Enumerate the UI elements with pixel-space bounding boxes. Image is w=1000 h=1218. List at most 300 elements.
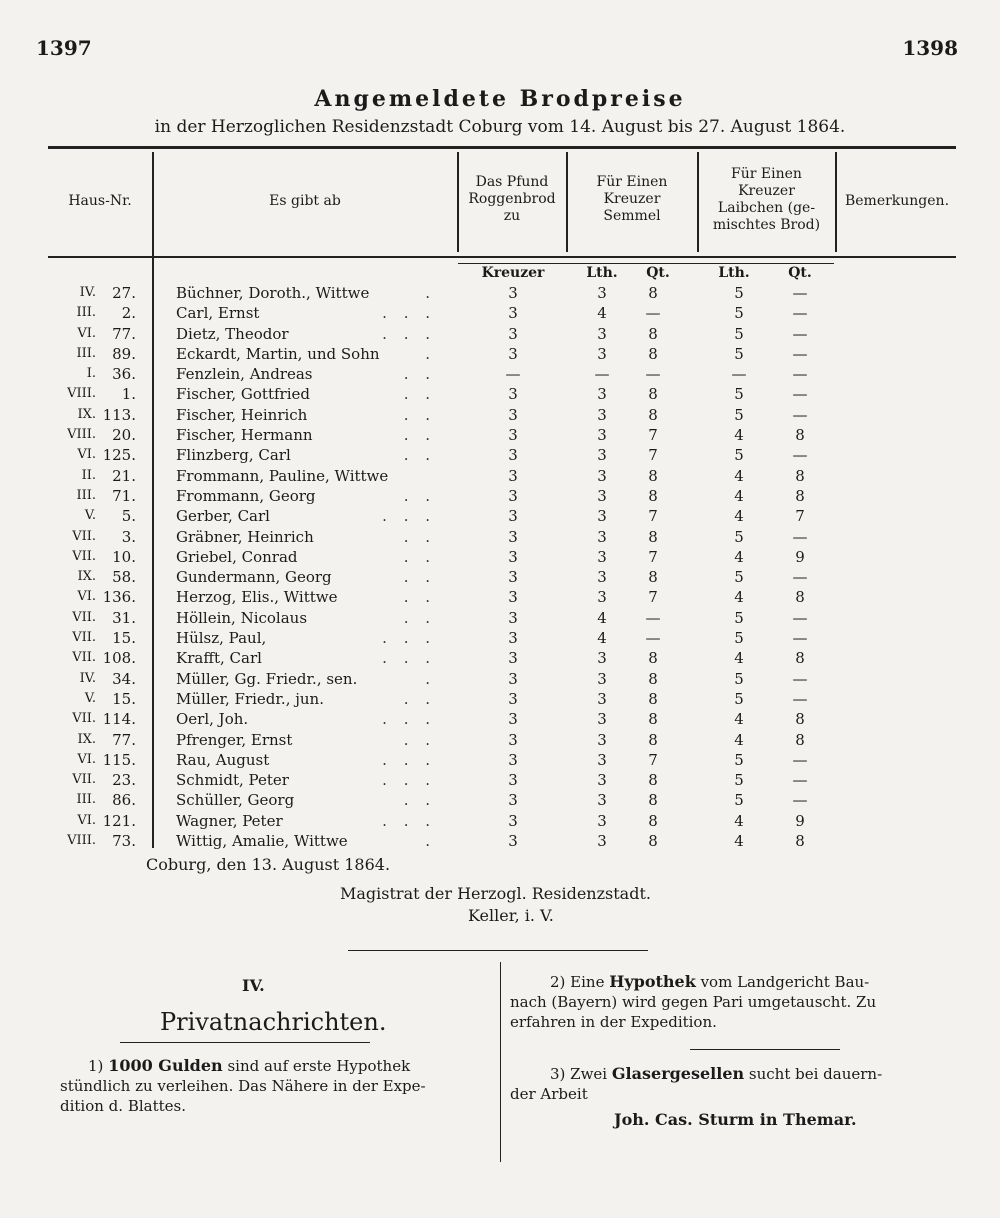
cell-s1: 3 bbox=[597, 507, 607, 526]
cell-s1: 4 bbox=[597, 304, 607, 323]
table-row bbox=[0, 303, 1000, 323]
price-table-body bbox=[0, 283, 1000, 851]
cell-name: Fenzlein, Andreas bbox=[176, 365, 313, 384]
cell-l1: 5 bbox=[734, 568, 744, 587]
cell-dots: . . bbox=[403, 426, 436, 445]
cell-l2: 9 bbox=[795, 811, 805, 830]
cell-rog: 3 bbox=[508, 547, 518, 566]
cell-nr: 73. bbox=[112, 832, 136, 851]
cell-district: II. bbox=[81, 467, 96, 483]
table-row bbox=[0, 527, 1000, 547]
cell-s2: 7 bbox=[648, 507, 658, 526]
cell-l1: 5 bbox=[734, 344, 744, 363]
cell-dots: . bbox=[425, 344, 436, 363]
cell-s1: 3 bbox=[597, 568, 607, 587]
cell-rog: 3 bbox=[508, 710, 518, 729]
cell-l2: — bbox=[792, 791, 808, 810]
cell-s2: 8 bbox=[648, 811, 658, 830]
cell-s1: 3 bbox=[597, 771, 607, 790]
cell-l1: 4 bbox=[734, 547, 744, 566]
cell-nr: 77. bbox=[112, 730, 136, 749]
cell-rog: 3 bbox=[508, 568, 518, 587]
cell-nr: 3. bbox=[121, 527, 136, 546]
cell-name: Fischer, Hermann bbox=[176, 426, 313, 445]
cell-s1: — bbox=[594, 365, 610, 384]
cell-s2: 8 bbox=[648, 527, 658, 546]
ad-divider bbox=[120, 1042, 370, 1043]
cell-l2: — bbox=[792, 324, 808, 343]
cell-rog: 3 bbox=[508, 527, 518, 546]
table-row bbox=[0, 324, 1000, 344]
cell-rog: 3 bbox=[508, 426, 518, 445]
cell-rog: 3 bbox=[508, 405, 518, 424]
cell-rog: 3 bbox=[508, 832, 518, 851]
cell-name: Frommann, Georg bbox=[176, 486, 316, 505]
section-number: IV. bbox=[242, 976, 265, 995]
cell-l2: 8 bbox=[795, 710, 805, 729]
cell-nr: 21. bbox=[112, 466, 136, 485]
cell-name: Griebel, Conrad bbox=[176, 547, 298, 566]
cell-district: IV. bbox=[79, 670, 96, 686]
cell-nr: 58. bbox=[112, 568, 136, 587]
table-row bbox=[0, 628, 1000, 648]
cell-dots: . . . bbox=[382, 304, 436, 323]
cell-s2: 8 bbox=[648, 689, 658, 708]
cell-name: Fischer, Gottfried bbox=[176, 385, 310, 404]
table-row bbox=[0, 790, 1000, 810]
cell-l1: 5 bbox=[734, 385, 744, 404]
cell-l1: 5 bbox=[734, 405, 744, 424]
cell-s1: 3 bbox=[597, 730, 607, 749]
cell-s1: 3 bbox=[597, 547, 607, 566]
table-row bbox=[0, 750, 1000, 770]
cell-district: III. bbox=[76, 305, 96, 321]
table-row bbox=[0, 486, 1000, 506]
ad-3: 3) Zwei Glasergesellen sucht bei dauern- der Arbeit Joh. Cas. Sturm in Themar. bbox=[510, 1064, 950, 1130]
cell-nr: 115. bbox=[102, 750, 136, 769]
table-row bbox=[0, 811, 1000, 831]
cell-nr: 71. bbox=[112, 486, 136, 505]
cell-s2: — bbox=[645, 365, 661, 384]
cell-rog: 3 bbox=[508, 385, 518, 404]
cell-name: Oerl, Joh. bbox=[176, 710, 249, 729]
cell-s2: 7 bbox=[648, 588, 658, 607]
header-bemerkungen: Bemerkungen. bbox=[844, 193, 950, 209]
cell-l2: — bbox=[792, 750, 808, 769]
table-row bbox=[0, 567, 1000, 587]
section-divider bbox=[348, 950, 648, 951]
cell-dots: . . bbox=[403, 486, 436, 505]
cell-s1: 3 bbox=[597, 832, 607, 851]
cell-rog: 3 bbox=[508, 669, 518, 688]
cell-district: IX. bbox=[77, 406, 96, 422]
cell-l2: — bbox=[792, 689, 808, 708]
cell-rog: 3 bbox=[508, 649, 518, 668]
cell-l1: 5 bbox=[734, 669, 744, 688]
ad-2: 2) Eine Hypothek vom Landgericht Bau- nach (Bayern) wird gegen Pari umgetauscht. Zu erfahren in der Expedition. bbox=[510, 972, 877, 1031]
cell-l2: — bbox=[792, 669, 808, 688]
cell-name: Krafft, Carl bbox=[176, 649, 262, 668]
cell-nr: 27. bbox=[112, 284, 136, 302]
place-date: Coburg, den 13. August 1864. bbox=[146, 855, 391, 874]
cell-l2: — bbox=[792, 527, 808, 546]
cell-district: III. bbox=[76, 792, 96, 808]
cell-dots: . . bbox=[403, 791, 436, 810]
cell-dots: . . . bbox=[382, 771, 436, 790]
table-row bbox=[0, 344, 1000, 364]
cell-l2: — bbox=[792, 365, 808, 384]
cell-name: Eckardt, Martin, und Sohn bbox=[176, 344, 380, 363]
cell-nr: 10. bbox=[112, 547, 136, 566]
cell-name: Gräbner, Heinrich bbox=[176, 527, 314, 546]
cell-rog: 3 bbox=[508, 324, 518, 343]
cell-l1: 4 bbox=[734, 649, 744, 668]
cell-dots: . . bbox=[403, 730, 436, 749]
cell-dots: . bbox=[425, 669, 436, 688]
cell-s1: 4 bbox=[597, 608, 607, 627]
cell-s1: 3 bbox=[597, 405, 607, 424]
cell-dots: . . . bbox=[382, 811, 436, 830]
cell-s1: 3 bbox=[597, 811, 607, 830]
table-top-rule bbox=[48, 146, 956, 149]
cell-dots: . bbox=[425, 832, 436, 851]
cell-rog: 3 bbox=[508, 304, 518, 323]
cell-name: Höllein, Nicolaus bbox=[176, 608, 308, 627]
table-row bbox=[0, 730, 1000, 750]
cell-nr: 15. bbox=[112, 629, 136, 648]
cell-rog: 3 bbox=[508, 344, 518, 363]
ad-3-signer: Joh. Cas. Sturm in Themar. bbox=[614, 1110, 857, 1129]
cell-l2: 8 bbox=[795, 730, 805, 749]
cell-l1: 5 bbox=[734, 304, 744, 323]
cell-district: VIII. bbox=[67, 833, 96, 849]
cell-s2: 8 bbox=[648, 344, 658, 363]
cell-name: Wagner, Peter bbox=[176, 811, 283, 830]
cell-district: IX. bbox=[77, 569, 96, 585]
cell-s1: 3 bbox=[597, 649, 607, 668]
cell-dots: . . bbox=[403, 547, 436, 566]
cell-district: VII. bbox=[72, 772, 96, 788]
cell-dots: . . bbox=[403, 568, 436, 587]
table-row bbox=[0, 283, 1000, 303]
cell-s2: 8 bbox=[648, 405, 658, 424]
cell-rog: 3 bbox=[508, 608, 518, 627]
cell-rog: 3 bbox=[508, 466, 518, 485]
cell-l2: 8 bbox=[795, 649, 805, 668]
cell-rog: 3 bbox=[508, 446, 518, 465]
page-title: Angemeldete Brodpreise bbox=[314, 86, 686, 112]
cell-s1: 3 bbox=[597, 284, 607, 302]
cell-district: VII. bbox=[72, 609, 96, 625]
table-row bbox=[0, 364, 1000, 384]
page-number-left: 1397 bbox=[36, 36, 92, 60]
cell-nr: 5. bbox=[121, 507, 136, 526]
cell-nr: 1. bbox=[121, 385, 136, 404]
cell-name: Fischer, Heinrich bbox=[176, 405, 308, 424]
cell-s2: 7 bbox=[648, 750, 658, 769]
cell-dots: . . . bbox=[382, 649, 436, 668]
cell-l2: — bbox=[792, 771, 808, 790]
cell-s1: 3 bbox=[597, 669, 607, 688]
cell-s2: 8 bbox=[648, 669, 658, 688]
cell-nr: 15. bbox=[112, 689, 136, 708]
signer-name: Keller, i. V. bbox=[468, 906, 554, 925]
cell-name: Rau, August bbox=[176, 750, 270, 769]
cell-s2: — bbox=[645, 304, 661, 323]
ad-1-headline: 1000 Gulden bbox=[108, 1056, 223, 1075]
cell-l1: 4 bbox=[734, 507, 744, 526]
cell-l1: 4 bbox=[734, 832, 744, 851]
ad-2-headline: Hypothek bbox=[609, 972, 696, 991]
table-row bbox=[0, 831, 1000, 851]
cell-district: VI. bbox=[77, 325, 96, 341]
cell-l2: — bbox=[792, 304, 808, 323]
cell-dots: . . bbox=[403, 608, 436, 627]
cell-name: Büchner, Doroth., Wittwe bbox=[176, 284, 370, 302]
table-row bbox=[0, 405, 1000, 425]
cell-l1: 5 bbox=[734, 284, 744, 302]
cell-district: VI. bbox=[77, 589, 96, 605]
cell-s1: 3 bbox=[597, 527, 607, 546]
cell-s1: 3 bbox=[597, 426, 607, 445]
cell-l1: 5 bbox=[734, 750, 744, 769]
cell-l1: 5 bbox=[734, 629, 744, 648]
cell-s1: 3 bbox=[597, 689, 607, 708]
cell-l1: 4 bbox=[734, 486, 744, 505]
cell-l1: — bbox=[731, 365, 747, 384]
cell-s1: 3 bbox=[597, 324, 607, 343]
table-unit-rule bbox=[458, 263, 834, 264]
unit-lth-laibchen: Lth. bbox=[718, 265, 750, 281]
cell-l1: 4 bbox=[734, 730, 744, 749]
cell-dots: . . . bbox=[382, 507, 436, 526]
cell-l2: 9 bbox=[795, 547, 805, 566]
cell-l2: 8 bbox=[795, 588, 805, 607]
cell-district: IX. bbox=[77, 731, 96, 747]
cell-s2: 8 bbox=[648, 710, 658, 729]
table-row bbox=[0, 669, 1000, 689]
cell-district: VII. bbox=[72, 650, 96, 666]
cell-s2: 8 bbox=[648, 791, 658, 810]
cell-rog: 3 bbox=[508, 750, 518, 769]
unit-kreuzer: Kreuzer bbox=[481, 265, 545, 281]
cell-s2: 8 bbox=[648, 771, 658, 790]
cell-district: IV. bbox=[79, 285, 96, 300]
cell-name: Müller, Gg. Friedr., sen. bbox=[176, 669, 358, 688]
cell-district: VIII. bbox=[67, 386, 96, 402]
cell-rog: — bbox=[505, 365, 521, 384]
cell-nr: 77. bbox=[112, 324, 136, 343]
cell-s2: 8 bbox=[648, 649, 658, 668]
cell-l1: 4 bbox=[734, 426, 744, 445]
cell-district: VII. bbox=[72, 528, 96, 544]
cell-l2: 8 bbox=[795, 466, 805, 485]
cell-l2: 8 bbox=[795, 486, 805, 505]
table-row bbox=[0, 506, 1000, 526]
column-rule bbox=[500, 962, 501, 1162]
cell-dots: . . bbox=[403, 527, 436, 546]
cell-name: Pfrenger, Ernst bbox=[176, 730, 293, 749]
cell-district: VI. bbox=[77, 812, 96, 828]
cell-s2: 8 bbox=[648, 486, 658, 505]
cell-l2: — bbox=[792, 568, 808, 587]
table-row bbox=[0, 709, 1000, 729]
table-row bbox=[0, 648, 1000, 668]
cell-s1: 3 bbox=[597, 710, 607, 729]
cell-dots: . . bbox=[403, 365, 436, 384]
cell-l2: — bbox=[792, 405, 808, 424]
cell-l2: — bbox=[792, 344, 808, 363]
cell-s2: 8 bbox=[648, 284, 658, 302]
cell-rog: 3 bbox=[508, 811, 518, 830]
cell-district: VII. bbox=[72, 548, 96, 564]
cell-l2: 8 bbox=[795, 832, 805, 851]
cell-s2: — bbox=[645, 608, 661, 627]
cell-l2: — bbox=[792, 446, 808, 465]
cell-l1: 5 bbox=[734, 791, 744, 810]
table-row bbox=[0, 608, 1000, 628]
cell-l2: 7 bbox=[795, 507, 805, 526]
cell-s1: 3 bbox=[597, 750, 607, 769]
table-row bbox=[0, 425, 1000, 445]
cell-name: Herzog, Elis., Wittwe bbox=[176, 588, 338, 607]
magistrate-office: Magistrat der Herzogl. Residenzstadt. bbox=[340, 884, 651, 903]
cell-name: Dietz, Theodor bbox=[176, 324, 289, 343]
cell-rog: 3 bbox=[508, 629, 518, 648]
cell-name: Gerber, Carl bbox=[176, 507, 270, 526]
header-laibchen: Für Einen Kreuzer Laibchen (ge- mischtes Brod) bbox=[712, 166, 821, 233]
cell-dots: . . bbox=[403, 446, 436, 465]
cell-district: VII. bbox=[72, 630, 96, 646]
cell-rog: 3 bbox=[508, 730, 518, 749]
table-header-rule bbox=[48, 256, 956, 258]
cell-l2: — bbox=[792, 608, 808, 627]
cell-name: Schüller, Georg bbox=[176, 791, 295, 810]
cell-district: V. bbox=[84, 690, 96, 706]
cell-nr: 114. bbox=[102, 710, 136, 729]
cell-name: Gundermann, Georg bbox=[176, 568, 332, 587]
cell-nr: 86. bbox=[112, 791, 136, 810]
cell-l1: 5 bbox=[734, 689, 744, 708]
cell-name: Frommann, Pauline, Wittwe bbox=[176, 466, 389, 485]
cell-nr: 23. bbox=[112, 771, 136, 790]
cell-district: I. bbox=[86, 366, 96, 382]
cell-l1: 5 bbox=[734, 608, 744, 627]
cell-s1: 3 bbox=[597, 486, 607, 505]
cell-l1: 4 bbox=[734, 588, 744, 607]
cell-dots: . . bbox=[403, 588, 436, 607]
cell-district: VI. bbox=[77, 751, 96, 767]
cell-name: Flinzberg, Carl bbox=[176, 446, 291, 465]
cell-district: V. bbox=[84, 508, 96, 524]
header-es-gibt-ab: Es gibt ab bbox=[269, 193, 341, 209]
cell-nr: 113. bbox=[102, 405, 136, 424]
cell-district: VII. bbox=[72, 711, 96, 727]
cell-name: Wittig, Amalie, Wittwe bbox=[176, 832, 348, 851]
cell-l1: 4 bbox=[734, 811, 744, 830]
cell-rog: 3 bbox=[508, 771, 518, 790]
cell-l2: — bbox=[792, 385, 808, 404]
cell-nr: 2. bbox=[121, 304, 136, 323]
cell-dots: . . bbox=[403, 689, 436, 708]
cell-dots: . . bbox=[403, 405, 436, 424]
cell-name: Carl, Ernst bbox=[176, 304, 260, 323]
cell-dots: . . . bbox=[382, 629, 436, 648]
cell-s2: 8 bbox=[648, 568, 658, 587]
cell-s2: 8 bbox=[648, 385, 658, 404]
table-row bbox=[0, 547, 1000, 567]
cell-nr: 121. bbox=[102, 811, 136, 830]
cell-district: III. bbox=[76, 345, 96, 361]
cell-s2: — bbox=[645, 629, 661, 648]
unit-lth-semmel: Lth. bbox=[586, 265, 618, 281]
cell-district: VIII. bbox=[67, 427, 96, 443]
cell-nr: 36. bbox=[112, 365, 136, 384]
cell-s1: 3 bbox=[597, 466, 607, 485]
cell-l2: 8 bbox=[795, 426, 805, 445]
page-number-right: 1398 bbox=[902, 36, 958, 60]
cell-rog: 3 bbox=[508, 486, 518, 505]
ad-1: 1) 1000 Gulden sind auf erste Hypothek stündlich zu verleihen. Das Nähere in der Expe- dition d. Blattes. bbox=[60, 1056, 426, 1115]
cell-nr: 89. bbox=[112, 344, 136, 363]
cell-l1: 4 bbox=[734, 466, 744, 485]
cell-l1: 4 bbox=[734, 710, 744, 729]
column-divider bbox=[835, 152, 837, 252]
cell-nr: 125. bbox=[102, 446, 136, 465]
cell-s1: 3 bbox=[597, 385, 607, 404]
cell-l2: — bbox=[792, 284, 808, 302]
cell-s1: 4 bbox=[597, 629, 607, 648]
cell-name: Müller, Friedr., jun. bbox=[176, 689, 324, 708]
cell-dots: . . . bbox=[382, 324, 436, 343]
cell-s2: 7 bbox=[648, 446, 658, 465]
cell-l1: 5 bbox=[734, 324, 744, 343]
cell-rog: 3 bbox=[508, 284, 518, 302]
cell-l2: — bbox=[792, 629, 808, 648]
header-haus-nr: Haus-Nr. bbox=[68, 193, 132, 209]
cell-nr: 31. bbox=[112, 608, 136, 627]
cell-nr: 108. bbox=[102, 649, 136, 668]
cell-l1: 5 bbox=[734, 771, 744, 790]
cell-nr: 136. bbox=[102, 588, 136, 607]
cell-dots: . . . bbox=[382, 710, 436, 729]
cell-s1: 3 bbox=[597, 588, 607, 607]
cell-dots: . . . bbox=[382, 750, 436, 769]
cell-s1: 3 bbox=[597, 446, 607, 465]
ad-3-headline: Glasergesellen bbox=[611, 1064, 745, 1083]
header-semmel: Für Einen Kreuzer Semmel bbox=[596, 174, 668, 224]
cell-rog: 3 bbox=[508, 791, 518, 810]
table-row bbox=[0, 689, 1000, 709]
unit-qt-laibchen: Qt. bbox=[788, 265, 812, 281]
header-roggenbrod: Das Pfund Roggenbrod zu bbox=[468, 174, 556, 224]
table-row bbox=[0, 587, 1000, 607]
cell-l1: 5 bbox=[734, 446, 744, 465]
cell-s2: 8 bbox=[648, 466, 658, 485]
cell-rog: 3 bbox=[508, 588, 518, 607]
cell-dots: . bbox=[425, 284, 436, 302]
cell-s2: 8 bbox=[648, 730, 658, 749]
section-title: Privatnachrichten. bbox=[160, 1008, 387, 1036]
table-row bbox=[0, 445, 1000, 465]
unit-qt-semmel: Qt. bbox=[646, 265, 670, 281]
cell-rog: 3 bbox=[508, 689, 518, 708]
cell-nr: 20. bbox=[112, 426, 136, 445]
cell-s2: 7 bbox=[648, 547, 658, 566]
table-row bbox=[0, 384, 1000, 404]
cell-s1: 3 bbox=[597, 791, 607, 810]
cell-district: III. bbox=[76, 487, 96, 503]
